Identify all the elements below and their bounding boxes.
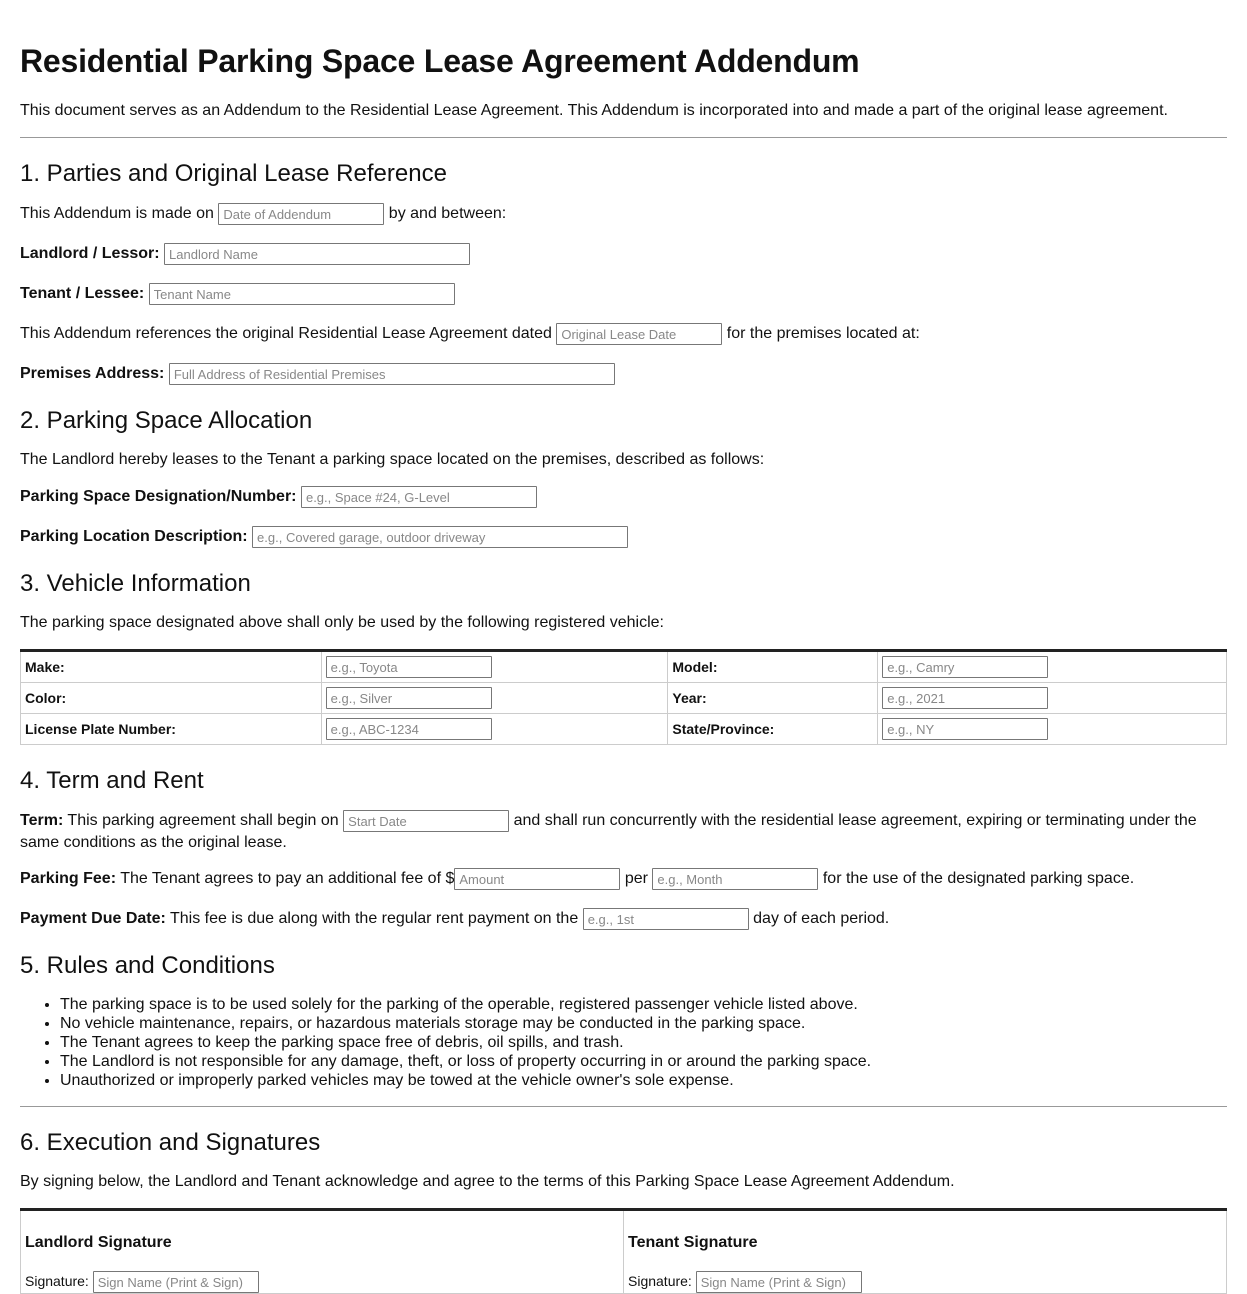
table-row (21, 683, 1227, 714)
due-suffix: day of each period. (753, 910, 890, 928)
term-suffix: and shall run concurrently with the residential lease agreement, expiring or terminating under the same conditions as the original lease. (20, 812, 1197, 851)
license-plate-input[interactable] (326, 718, 492, 740)
due-day-input[interactable] (583, 908, 749, 930)
premises-label: Premises Address: (20, 365, 165, 383)
signatures-text: By signing below, the Landlord and Tenant acknowledge and agree to the terms of this Parking Space Lease Agreement Addendum. (20, 1173, 955, 1190)
addendum-date-input[interactable] (218, 203, 384, 225)
landlord-signature-input[interactable] (93, 1271, 259, 1293)
list-item: • The Tenant agrees to keep the parking space free of debris, oil spills, and trash. (60, 1033, 1227, 1052)
landlord-signature-title: Landlord Signature (25, 1234, 172, 1251)
parking-designation-input[interactable] (301, 486, 537, 508)
term-prefix: This parking agreement shall begin on (67, 812, 339, 830)
signature-label: Signature: (25, 1273, 89, 1289)
make-cell (321, 651, 668, 683)
fee-amount-input[interactable] (454, 868, 620, 890)
rules-list (20, 995, 1227, 1090)
vehicle-table (20, 649, 1227, 745)
location-line (20, 526, 1227, 548)
location-label: Parking Location Description: (20, 528, 248, 546)
original-lease-date-input[interactable] (556, 323, 722, 345)
premises-line (20, 363, 1227, 385)
references-suffix: for the premises located at: (726, 325, 920, 343)
state-input[interactable] (882, 718, 1048, 740)
table-row (21, 714, 1227, 745)
make-label: Make: (21, 651, 322, 683)
list-item: • No vehicle maintenance, repairs, or hazardous materials storage may be conducted in the parking space. (60, 1014, 1227, 1033)
tenant-line (20, 283, 1227, 305)
section-1-heading: 1. Parties and Original Lease Reference (20, 160, 447, 187)
vehicle-text: The parking space designated above shall only be used by the following registered vehicle: (20, 614, 664, 631)
fee-per: per (624, 870, 648, 888)
list-item: • Unauthorized or improperly parked vehicles may be towed at the vehicle owner's sole expense. (60, 1071, 1227, 1090)
section-4-heading: 4. Term and Rent (20, 767, 204, 794)
model-cell (878, 651, 1227, 683)
list-item: • The parking space is to be used solely for the parking of the operable, registered passenger vehicle listed above. (60, 995, 1227, 1014)
designation-label: Parking Space Designation/Number: (20, 488, 297, 506)
premises-address-input[interactable] (169, 363, 615, 385)
color-input[interactable] (326, 687, 492, 709)
signature-table (20, 1208, 1227, 1294)
made-on-line (20, 203, 1227, 225)
tenant-signature-line (628, 1271, 1222, 1293)
model-label: Model: (668, 651, 878, 683)
tenant-signature-cell (624, 1210, 1227, 1294)
plate-label: License Plate Number: (21, 714, 322, 745)
allocation-text: The Landlord hereby leases to the Tenant a parking space located on the premises, described as follows: (20, 451, 765, 468)
references-prefix: This Addendum references the original Residential Lease Agreement dated (20, 325, 552, 343)
landlord-name-input[interactable] (164, 243, 470, 265)
term-label: Term: (20, 812, 64, 830)
list-item: • The Landlord is not responsible for any damage, theft, or loss of property occurring in or around the parking space. (60, 1052, 1227, 1071)
due-label: Payment Due Date: (20, 910, 166, 928)
section-2-heading: 2. Parking Space Allocation (20, 407, 313, 434)
made-on-prefix: This Addendum is made on (20, 205, 214, 223)
state-cell (878, 714, 1227, 745)
term-paragraph (20, 810, 1227, 853)
signature-label: Signature: (628, 1273, 692, 1289)
year-input[interactable] (882, 687, 1048, 709)
section-3-heading: 3. Vehicle Information (20, 570, 251, 597)
fee-period-input[interactable] (652, 868, 818, 890)
tenant-signature-input[interactable] (696, 1271, 862, 1293)
tenant-label: Tenant / Lessee: (20, 285, 145, 303)
landlord-signature-cell (21, 1210, 624, 1294)
due-date-line (20, 908, 1227, 930)
fee-suffix: for the use of the designated parking space. (822, 870, 1135, 888)
fee-line (20, 868, 1227, 890)
divider (20, 1106, 1227, 1107)
intro-text: This document serves as an Addendum to the Residential Lease Agreement. This Addendum is incorporated into and made a part of the original lease agreement. (20, 102, 1168, 119)
divider (20, 137, 1227, 138)
landlord-label: Landlord / Lessor: (20, 245, 160, 263)
year-cell (878, 683, 1227, 714)
color-cell (321, 683, 668, 714)
state-label: State/Province: (668, 714, 878, 745)
designation-line (20, 486, 1227, 508)
table-row (21, 1210, 1227, 1294)
tenant-name-input[interactable] (149, 283, 455, 305)
make-input[interactable] (326, 656, 492, 678)
page-title: Residential Parking Space Lease Agreement Addendum (20, 43, 860, 79)
model-input[interactable] (882, 656, 1048, 678)
made-on-suffix: by and between: (388, 205, 507, 223)
year-label: Year: (668, 683, 878, 714)
due-prefix: This fee is due along with the regular rent payment on the (169, 910, 579, 928)
section-5-heading: 5. Rules and Conditions (20, 952, 275, 979)
tenant-signature-title: Tenant Signature (628, 1234, 758, 1251)
section-6-heading: 6. Execution and Signatures (20, 1129, 321, 1156)
landlord-signature-line (25, 1271, 619, 1293)
start-date-input[interactable] (343, 810, 509, 832)
plate-cell (321, 714, 668, 745)
color-label: Color: (21, 683, 322, 714)
original-lease-line (20, 323, 1227, 345)
fee-prefix: The Tenant agrees to pay an additional fee of $ (120, 870, 455, 888)
fee-label: Parking Fee: (20, 870, 117, 888)
parking-location-input[interactable] (252, 526, 628, 548)
table-row (21, 651, 1227, 683)
landlord-line (20, 243, 1227, 265)
